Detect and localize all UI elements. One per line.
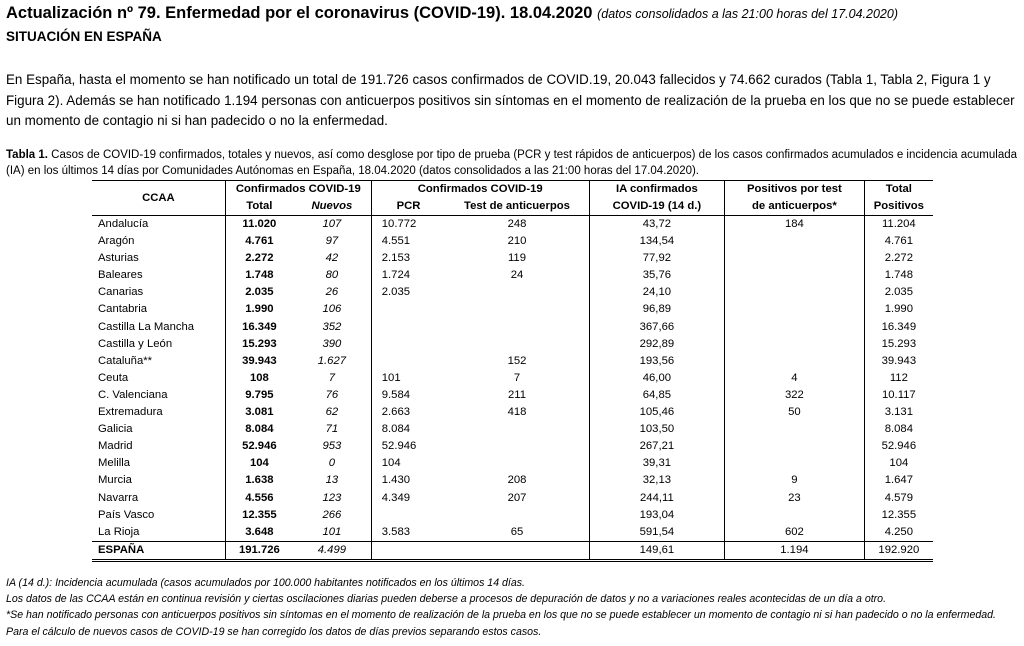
cell-total: 2.272 xyxy=(245,252,274,265)
cell-nuevos: 266 xyxy=(293,507,371,524)
cell-ia: 35,76 xyxy=(589,267,724,284)
cell-ccaa: Castilla La Mancha xyxy=(92,319,225,336)
cell-total: 15.293 xyxy=(242,337,277,350)
cell-total-positivos: 39.943 xyxy=(881,354,917,367)
cell-ia: 96,89 xyxy=(589,301,724,318)
header-total-positivos-1: Total xyxy=(864,181,933,199)
cell-test: 208 xyxy=(445,472,589,489)
cell-pcr: 4.551 xyxy=(381,235,411,248)
cell-positivos xyxy=(725,353,865,370)
cell-ccaa: C. Valenciana xyxy=(92,387,225,404)
table-row xyxy=(92,524,933,542)
cell-positivos xyxy=(725,455,865,472)
cell-test: 152 xyxy=(445,353,589,370)
cell-ia: 103,50 xyxy=(589,421,724,438)
cell-positivos: 9 xyxy=(725,472,865,489)
cell-total: 3.648 xyxy=(245,525,274,538)
table-row xyxy=(92,250,933,267)
cell-nuevos: 26 xyxy=(293,284,371,301)
table-row xyxy=(92,472,933,489)
cell-total-positivos: 1.647 xyxy=(884,474,913,487)
cell-ccaa: Ceuta xyxy=(92,370,225,387)
table-row xyxy=(92,284,933,301)
cell-ccaa: Galicia xyxy=(92,421,225,438)
cell-pcr: 52.946 xyxy=(381,440,417,453)
header-nuevos: Nuevos xyxy=(293,198,371,216)
cell-nuevos: 42 xyxy=(293,250,371,267)
cell-nuevos: 76 xyxy=(293,387,371,404)
cell-nuevos: 352 xyxy=(293,319,371,336)
cell-positivos xyxy=(725,267,865,284)
cell-ccaa: Murcia xyxy=(92,472,225,489)
cell-ccaa: Melilla xyxy=(92,455,225,472)
table-notes xyxy=(6,575,1020,640)
header-ccaa: CCAA xyxy=(92,181,225,216)
cell-total-positivos: 12.355 xyxy=(881,508,917,521)
cell-positivos xyxy=(725,233,865,250)
cell-test: 119 xyxy=(445,250,589,267)
cell-total: 1.638 xyxy=(245,474,274,487)
cell-total-positivos: 1.748 xyxy=(884,269,913,282)
cell-nuevos: 101 xyxy=(293,524,371,542)
cell-ia: 24,10 xyxy=(589,284,724,301)
cell-ccaa: Andalucía xyxy=(92,216,225,234)
total-cell-nuevos: 4.499 xyxy=(293,541,371,560)
cell-pcr: 10.772 xyxy=(381,218,417,230)
cell-ccaa: Navarra xyxy=(92,490,225,507)
cell-ia: 32,13 xyxy=(589,472,724,489)
title-text: Actualización nº 79. Enfermedad por el coronavirus (COVID-19). 18.04.2020 xyxy=(6,4,593,22)
cell-pcr: 1.724 xyxy=(381,269,411,282)
cell-total: 1.990 xyxy=(245,303,274,316)
cell-positivos: 4 xyxy=(725,370,865,387)
cell-nuevos: 97 xyxy=(293,233,371,250)
cell-ia: 64,85 xyxy=(589,387,724,404)
cell-nuevos: 390 xyxy=(293,336,371,353)
cell-positivos xyxy=(725,421,865,438)
cell-total-positivos: 15.293 xyxy=(881,337,917,350)
cell-ia: 591,54 xyxy=(589,524,724,542)
cell-ia: 77,92 xyxy=(589,250,724,267)
cell-ia: 244,11 xyxy=(589,490,724,507)
table-row xyxy=(92,319,933,336)
cell-pcr: 2.663 xyxy=(381,406,411,419)
cell-ia: 193,04 xyxy=(589,507,724,524)
cell-pcr: 101 xyxy=(381,371,401,384)
cell-nuevos: 1.627 xyxy=(293,353,371,370)
cell-test: 248 xyxy=(445,216,589,234)
cell-test xyxy=(445,421,589,438)
cell-test xyxy=(445,336,589,353)
header-ia-2: COVID-19 (14 d.) xyxy=(589,198,724,216)
cell-test xyxy=(445,301,589,318)
table-caption xyxy=(6,148,1020,179)
cell-pcr xyxy=(371,353,445,370)
cell-nuevos: 71 xyxy=(293,421,371,438)
header-total-positivos-2: Positivos xyxy=(864,198,933,216)
cell-test xyxy=(445,319,589,336)
cell-ia: 367,66 xyxy=(589,319,724,336)
table-row xyxy=(92,216,933,234)
header-positivos-1: Positivos por test xyxy=(725,181,865,199)
header-pcr: PCR xyxy=(371,198,445,216)
ccaa-table xyxy=(92,180,933,562)
cell-pcr xyxy=(371,336,445,353)
cell-test: 210 xyxy=(445,233,589,250)
cell-pcr: 8.084 xyxy=(381,423,411,436)
cell-nuevos: 13 xyxy=(293,472,371,489)
total-cell-positivos: 1.194 xyxy=(725,541,865,560)
cell-total: 3.081 xyxy=(245,406,274,419)
cell-pcr: 104 xyxy=(381,457,401,470)
cell-nuevos: 953 xyxy=(293,438,371,455)
cell-nuevos: 62 xyxy=(293,404,371,421)
cell-total-positivos: 4.250 xyxy=(884,525,913,538)
cell-total: 16.349 xyxy=(242,320,277,333)
cell-ccaa: La Rioja xyxy=(92,524,225,542)
cell-test: 65 xyxy=(445,524,589,542)
cell-total: 8.084 xyxy=(245,423,274,436)
total-cell-total-positivos: 192.920 xyxy=(864,541,933,560)
total-cell-ccaa: ESPAÑA xyxy=(92,541,225,560)
cell-positivos xyxy=(725,250,865,267)
header-confirmados-desglose: Confirmados COVID-19 xyxy=(371,181,589,199)
cell-positivos: 184 xyxy=(725,216,865,234)
page-title xyxy=(6,4,898,23)
total-cell-total: 191.726 xyxy=(225,541,293,560)
cell-pcr xyxy=(371,319,445,336)
cell-test: 211 xyxy=(445,387,589,404)
table-total-row xyxy=(92,541,933,560)
cell-ia: 267,21 xyxy=(589,438,724,455)
cell-ia: 43,72 xyxy=(589,216,724,234)
cell-positivos: 602 xyxy=(725,524,865,542)
cell-positivos: 322 xyxy=(725,387,865,404)
header-test: Test de anticuerpos xyxy=(445,198,589,216)
cell-test: 7 xyxy=(445,370,589,387)
cell-nuevos: 106 xyxy=(293,301,371,318)
total-cell-test xyxy=(445,541,589,560)
cell-nuevos: 107 xyxy=(293,216,371,234)
cell-positivos xyxy=(725,507,865,524)
cell-test xyxy=(445,455,589,472)
cell-total: 2.035 xyxy=(245,286,274,299)
cell-ia: 39,31 xyxy=(589,455,724,472)
cell-pcr: 1.430 xyxy=(381,474,411,487)
cell-ia: 193,56 xyxy=(589,353,724,370)
cell-total-positivos: 104 xyxy=(889,457,909,470)
note-ia: IA (14 d.): Incidencia acumulada (casos acumulados por 100.000 habitantes notificados en los últimos 14 días. xyxy=(6,577,526,589)
total-cell-ia: 149,61 xyxy=(589,541,724,560)
cell-ccaa: Cantabria xyxy=(92,301,225,318)
cell-ccaa: Cataluña** xyxy=(92,353,225,370)
cell-nuevos: 0 xyxy=(293,455,371,472)
cell-total-positivos: 8.084 xyxy=(884,423,913,436)
cell-total-positivos: 52.946 xyxy=(881,440,917,453)
cell-test xyxy=(445,284,589,301)
note-anticuerpos: *Se han notificado personas con anticuerpos positivos sin síntomas en el momento de realización de la prueba en los que no se puede establecer un momento de contagio ni si han padecido o no la enfermedad. Para el cálculo de nuevos casos de COVID-19 se han corregido los datos de días previos separando estos casos. xyxy=(6,609,996,638)
cell-total-positivos: 11.204 xyxy=(881,218,916,230)
cell-positivos: 50 xyxy=(725,404,865,421)
cell-pcr xyxy=(371,507,445,524)
table-row xyxy=(92,490,933,507)
cell-total-positivos: 2.035 xyxy=(884,286,913,299)
table-row xyxy=(92,370,933,387)
cell-pcr: 3.583 xyxy=(381,525,411,538)
cell-ccaa: Baleares xyxy=(92,267,225,284)
table-row xyxy=(92,301,933,318)
cell-total-positivos: 3.131 xyxy=(884,406,913,419)
header-positivos-2: de anticuerpos* xyxy=(725,198,865,216)
table-row xyxy=(92,455,933,472)
cell-total: 39.943 xyxy=(242,354,277,367)
header-ia-1: IA confirmados xyxy=(589,181,724,199)
note-revision: Los datos de las CCAA están en continua revisión y ciertas oscilaciones diarias pueden deberse a procesos de depuración de datos y no a variaciones reales acontecidas de un día a otro. xyxy=(6,593,887,606)
section-heading: SITUACIÓN EN ESPAÑA xyxy=(6,29,162,44)
cell-total: 11.020 xyxy=(242,218,277,230)
cell-total: 108 xyxy=(249,371,269,384)
cell-positivos xyxy=(725,284,865,301)
cell-ccaa: País Vasco xyxy=(92,507,225,524)
cell-test: 207 xyxy=(445,490,589,507)
header-total: Total xyxy=(225,198,293,216)
title-subtitle: (datos consolidados a las 21:00 horas del 17.04.2020) xyxy=(597,7,898,21)
cell-total-positivos: 4.761 xyxy=(884,235,913,248)
table-header-row-1 xyxy=(92,181,933,199)
cell-total: 4.761 xyxy=(245,235,274,248)
cell-pcr: 2.035 xyxy=(381,286,411,299)
cell-total: 52.946 xyxy=(242,440,277,453)
cell-nuevos: 7 xyxy=(293,370,371,387)
cell-ia: 292,89 xyxy=(589,336,724,353)
table-row xyxy=(92,421,933,438)
table-row xyxy=(92,267,933,284)
cell-ia: 46,00 xyxy=(589,370,724,387)
cell-ia: 105,46 xyxy=(589,404,724,421)
cell-total: 1.748 xyxy=(245,269,274,282)
cell-ccaa: Asturias xyxy=(92,250,225,267)
cell-ccaa: Extremadura xyxy=(92,404,225,421)
cell-ccaa: Canarias xyxy=(92,284,225,301)
cell-positivos: 23 xyxy=(725,490,865,507)
table-row xyxy=(92,404,933,421)
cell-ccaa: Madrid xyxy=(92,438,225,455)
cell-total-positivos: 112 xyxy=(889,371,908,384)
table-row xyxy=(92,233,933,250)
table-caption-label: Tabla 1. xyxy=(6,149,48,161)
cell-pcr: 2.153 xyxy=(381,252,411,265)
cell-total-positivos: 1.990 xyxy=(884,303,913,316)
table-row xyxy=(92,507,933,524)
cell-total-positivos: 4.579 xyxy=(884,491,913,504)
cell-total-positivos: 10.117 xyxy=(881,388,916,401)
table-row xyxy=(92,336,933,353)
cell-test xyxy=(445,507,589,524)
cell-total-positivos: 2.272 xyxy=(884,252,913,265)
cell-ccaa: Castilla y León xyxy=(92,336,225,353)
cell-test: 418 xyxy=(445,404,589,421)
cell-total: 104 xyxy=(249,457,269,470)
cell-total: 12.355 xyxy=(242,508,277,521)
cell-positivos xyxy=(725,319,865,336)
table-row xyxy=(92,438,933,455)
table-caption-text: Casos de COVID-19 confirmados, totales y nuevos, así como desglose por tipo de prueba (PCR y test rápidos de anticuerpos) de los casos confirmados acumulados e incidencia acumulada (IA) en los últimos 14 días por Comunidades Autónomas en España, 18.04.2020 (datos consolidados a las 21:00 horas del 17.04.2020). xyxy=(6,149,1018,177)
table-row xyxy=(92,387,933,404)
cell-positivos xyxy=(725,301,865,318)
cell-total: 4.556 xyxy=(245,491,274,504)
total-cell-pcr xyxy=(371,541,445,560)
cell-nuevos: 80 xyxy=(293,267,371,284)
cell-ia: 134,54 xyxy=(589,233,724,250)
table-row xyxy=(92,353,933,370)
cell-positivos xyxy=(725,336,865,353)
cell-pcr xyxy=(371,301,445,318)
cell-pcr: 9.584 xyxy=(381,388,411,401)
cell-total: 9.795 xyxy=(245,388,274,401)
header-confirmados: Confirmados COVID-19 xyxy=(225,181,371,199)
intro-paragraph: En España, hasta el momento se han notificado un total de 191.726 casos confirmados de COVID.19, 20.043 fallecidos y 74.662 curados (Tabla 1, Tabla 2, Figura 1 y Figura 2). Además se han notificado 1.194 personas con anticuerpos positivos sin síntomas en el momento de realización de la prueba en los que no se puede establecer un momento de contagio ni si han padecido o no la enfermedad. xyxy=(6,72,1015,128)
cell-total-positivos: 16.349 xyxy=(881,320,917,333)
cell-test xyxy=(445,438,589,455)
cell-positivos xyxy=(725,438,865,455)
cell-pcr: 4.349 xyxy=(381,491,411,504)
cell-nuevos: 123 xyxy=(293,490,371,507)
cell-test: 24 xyxy=(445,267,589,284)
cell-ccaa: Aragón xyxy=(92,233,225,250)
